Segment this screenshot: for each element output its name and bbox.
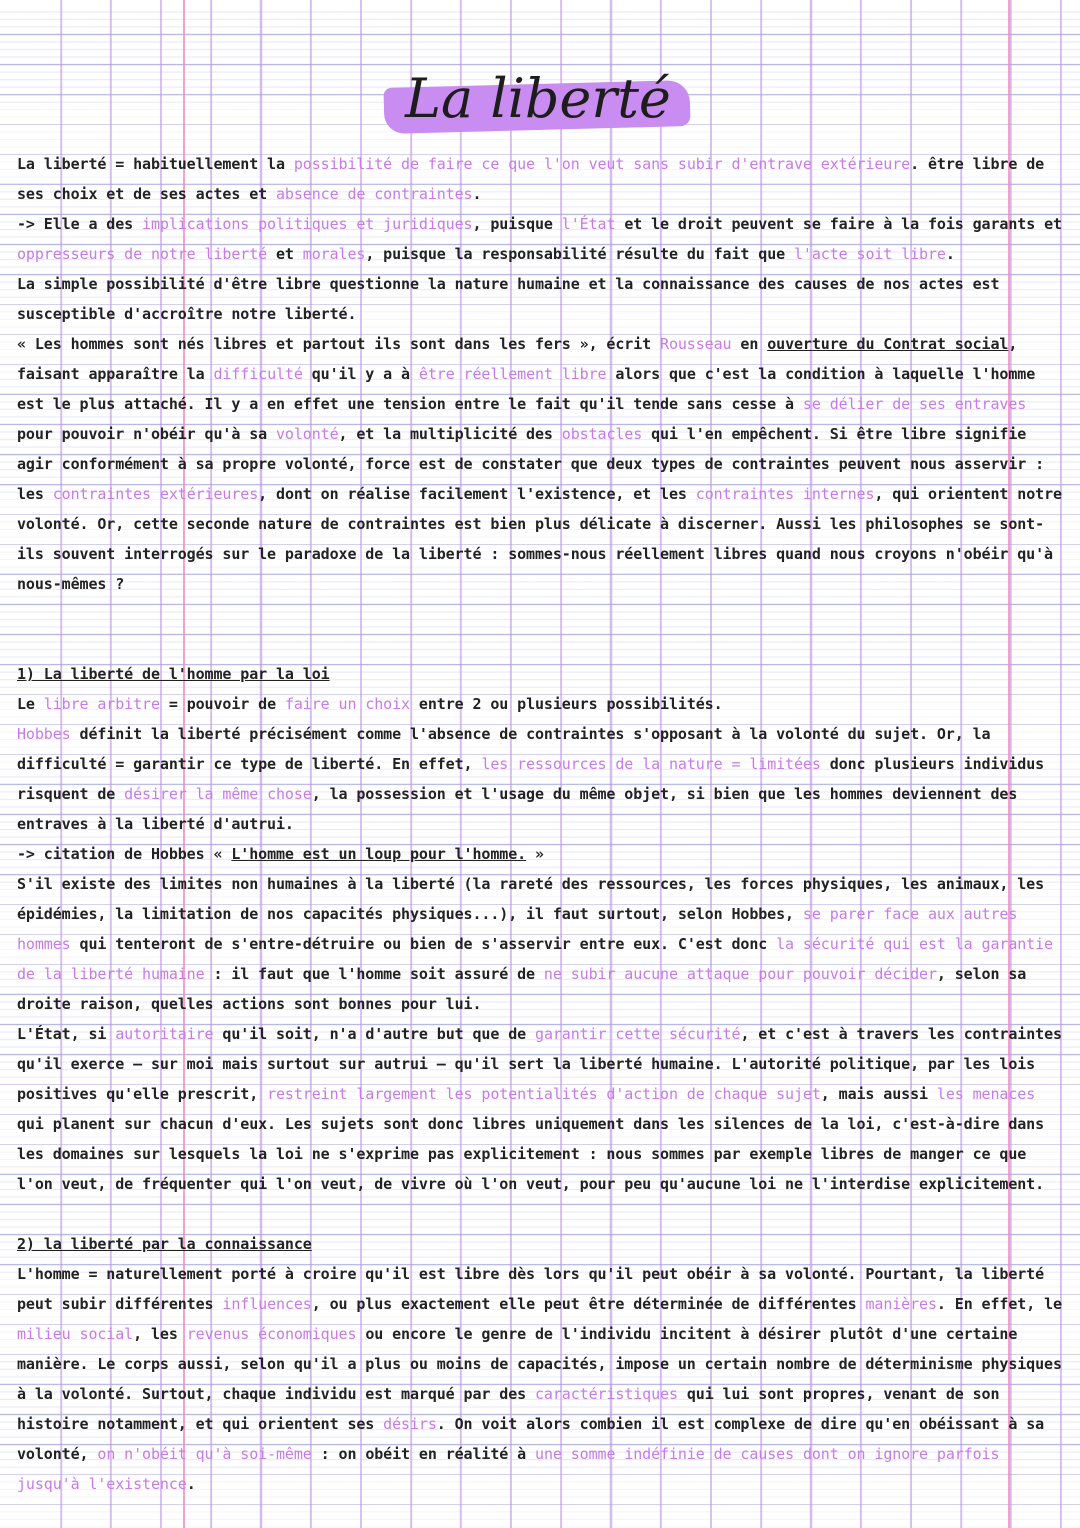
text: , faisant apparaître la	[17, 335, 1018, 383]
highlight: Hobbes	[17, 725, 71, 743]
highlight: restreint largement les potentialités d'action de chaque sujet	[267, 1085, 821, 1103]
highlight: difficulté	[213, 365, 303, 383]
highlight: désirer la même chose	[124, 785, 312, 803]
highlight: les ressources de la nature = limitées	[481, 755, 821, 773]
text: La liberté = habituellement la	[17, 155, 294, 173]
highlight: la sécurité qui est la garantie de la liberté humaine	[17, 935, 1053, 983]
text: .	[945, 245, 955, 263]
text: -> Elle a des	[17, 215, 143, 233]
text: entre 2 ou plusieurs possibilités.	[409, 695, 723, 713]
text: qui l'en empêchent. Si être libre signifie agir conformément à sa propre volonté, force est de constater que deux types de contraintes peuvent nous asservir : les	[17, 425, 1045, 503]
section-1-paragraph-5	[17, 1019, 1067, 1199]
text: , ou plus exactement elle peut être déterminée de différentes	[311, 1295, 866, 1313]
text: , mais aussi	[820, 1085, 937, 1103]
highlight: possibilité de faire ce que l'on veut sans subir d'entrave extérieure	[293, 155, 911, 173]
text: alors que c'est la condition à laquelle l'homme est le plus attaché. Il y a en effet une tension entre le fait qu'il tende sans cesse à	[17, 365, 1036, 413]
text: donc plusieurs individus risquent de	[17, 755, 1045, 803]
highlight: se parer face aux autres hommes	[17, 905, 1018, 953]
text: en	[731, 335, 768, 353]
highlight: obstacles	[561, 425, 643, 443]
title-block	[378, 62, 698, 142]
text: , les	[133, 1325, 187, 1343]
text: qui planent sur chacun d'eux. Les sujets sont donc libres uniquement dans les silences de la loi, c'est-à-dire dans les domaines sur lesquels la loi ne s'exprime pas explicitement : nous sommes par exemple libres de manger ce que l'on veut, de fréquenter qui l'on veut, de vivre où l'on veut, pour peu qu'aucune loi ne l'interdise explicitement.	[17, 1115, 1045, 1193]
text: : il faut que l'homme soit assuré de	[204, 965, 544, 983]
text: .	[186, 1475, 196, 1493]
text: , et la multiplicité des	[338, 425, 562, 443]
highlight: morales	[302, 245, 366, 263]
text: . On voit alors combien il est complexe de dire qu'en obéissant à sa volonté,	[17, 1415, 1045, 1463]
text: L'État, si	[17, 1025, 116, 1043]
spacer	[17, 599, 1067, 659]
highlight: Rousseau	[660, 335, 732, 353]
highlight: volonté	[276, 425, 339, 443]
highlight: les menaces	[936, 1085, 1036, 1103]
text: et le droit peuvent se faire à la fois garants et	[615, 215, 1062, 233]
underline: ouverture du Contrat social	[767, 335, 1009, 353]
highlight: se délier de ses entraves	[802, 395, 1027, 413]
intro-paragraph-1	[17, 149, 1067, 209]
text: = pouvoir de	[159, 695, 285, 713]
highlight: être réellement libre	[418, 365, 607, 383]
spacer	[17, 1199, 1067, 1229]
section-1-paragraph-2	[17, 719, 1067, 839]
section-1-heading: 1) La liberté de l'homme par la loi	[17, 665, 330, 683]
intro-paragraph-2	[17, 209, 1067, 269]
page-title: La liberté	[405, 67, 671, 130]
text: L'homme = naturellement porté à croire qu'il est libre dès lors qu'il peut obéir à sa volonté. Pourtant, la liberté peut subir différentes	[17, 1265, 1045, 1313]
highlight: absence de contraintes	[276, 185, 473, 203]
text: pour pouvoir n'obéir qu'à sa	[17, 425, 276, 443]
highlight: une somme indéfinie de causes dont on ignore parfois jusqu'à l'existence	[17, 1445, 1000, 1493]
underline: L'homme est un loup pour l'homme.	[231, 845, 527, 863]
text: définit la liberté précisément comme l'absence de contraintes s'opposant à la volonté du sujet. Or, la difficulté = garantir ce type de liberté. En effet,	[17, 725, 991, 773]
text: , et c'est à travers les contraintes qu'il exerce – sur moi mais surtout sur autrui – qu'il sert la liberté humaine. L'autorité politique, par les lois positives qu'elle prescrit,	[17, 1025, 1062, 1103]
section-2-paragraph-1	[17, 1259, 1067, 1499]
highlight: désirs	[383, 1415, 437, 1433]
text: , dont on réalise facilement l'existence, et les	[258, 485, 696, 503]
section-1-paragraph-4	[17, 869, 1067, 1019]
highlight: contraintes extérieures	[52, 485, 259, 503]
text: et	[267, 245, 303, 263]
highlight: autoritaire	[115, 1025, 214, 1043]
text: , selon sa droite raison, quelles actions sont bonnes pour lui.	[17, 965, 1027, 1013]
text: S'il existe des limites non humaines à la liberté (la rareté des ressources, les forces physiques, les animaux, les épidémies, la limitation de nos capacités physiques...), il faut surtout, selon Hobbes,	[17, 875, 1045, 923]
text: : on obéit en réalité à	[311, 1445, 536, 1463]
highlight: implications politiques et juridiques	[142, 215, 473, 233]
text: qu'il soit, n'a d'autre but que de	[213, 1025, 536, 1043]
text: qu'il y a à	[302, 365, 419, 383]
section-2-heading: 2) la liberté par la connaissance	[17, 1235, 312, 1253]
highlight: manières	[865, 1295, 937, 1313]
text: . être libre de ses choix et de ses actes et	[17, 155, 1045, 203]
text: ou encore le genre de l'individu incitent à désirer plutôt d'une certaine manière. Le corps aussi, selon qu'il a plus ou moins de capacités, impose un certain nombre de déterminisme physiques à la volonté. Surtout, chaque individu est marqué par des	[17, 1325, 1062, 1403]
text: , puisque	[472, 215, 562, 233]
highlight: faire un choix	[284, 695, 410, 713]
highlight: l'État	[561, 215, 616, 233]
intro-paragraph-3: La simple possibilité d'être libre questionne la nature humaine et la connaissance des causes de nos actes est susceptible d'accroître notre liberté.	[17, 275, 1000, 323]
text: , la possession et l'usage du même objet, si bien que les hommes deviennent des entraves à la liberté d'autrui.	[17, 785, 1018, 833]
text: .	[472, 185, 482, 203]
text: -> citation de Hobbes «	[17, 845, 232, 863]
text: »	[526, 845, 544, 863]
highlight: contraintes internes	[695, 485, 875, 503]
highlight: caractéristiques	[535, 1385, 678, 1403]
highlight: milieu social	[17, 1325, 134, 1343]
text: Le	[17, 695, 44, 713]
highlight: revenus économiques	[186, 1325, 357, 1343]
text: . En effet, le	[936, 1295, 1062, 1313]
highlight: garantir cette sécurité	[535, 1025, 741, 1043]
text: , qui orientent notre volonté. Or, cette seconde nature de contraintes est bien plus délicate à discerner. Aussi les philosophes se sont-ils souvent interrogés sur le paradoxe de la liberté : sommes-nous réellement libres quand nous croyons n'obéir qu'à nous-mêmes ?	[17, 485, 1062, 593]
highlight: influences	[222, 1295, 312, 1313]
text: , puisque la responsabilité résulte du fait que	[365, 245, 794, 263]
text: qui tenteront de s'entre-détruire ou bien de s'asservir entre eux. C'est donc	[70, 935, 777, 953]
highlight: on n'obéit qu'à soi-même	[97, 1445, 312, 1463]
text: « Les hommes sont nés libres et partout ils sont dans les fers », écrit	[17, 335, 661, 353]
section-1-paragraph-3	[17, 839, 1067, 869]
section-1-paragraph-1	[17, 689, 1067, 719]
notes-body	[17, 149, 1067, 1499]
highlight: oppresseurs de notre liberté	[17, 245, 268, 263]
text: qui lui sont propres, venant de son histoire notamment, et qui orientent ses	[17, 1385, 1000, 1433]
highlight: libre arbitre	[43, 695, 160, 713]
highlight: ne subir aucune attaque pour pouvoir décider	[543, 965, 937, 983]
highlight: l'acte soit libre	[794, 245, 946, 263]
intro-paragraph-4	[17, 329, 1067, 599]
